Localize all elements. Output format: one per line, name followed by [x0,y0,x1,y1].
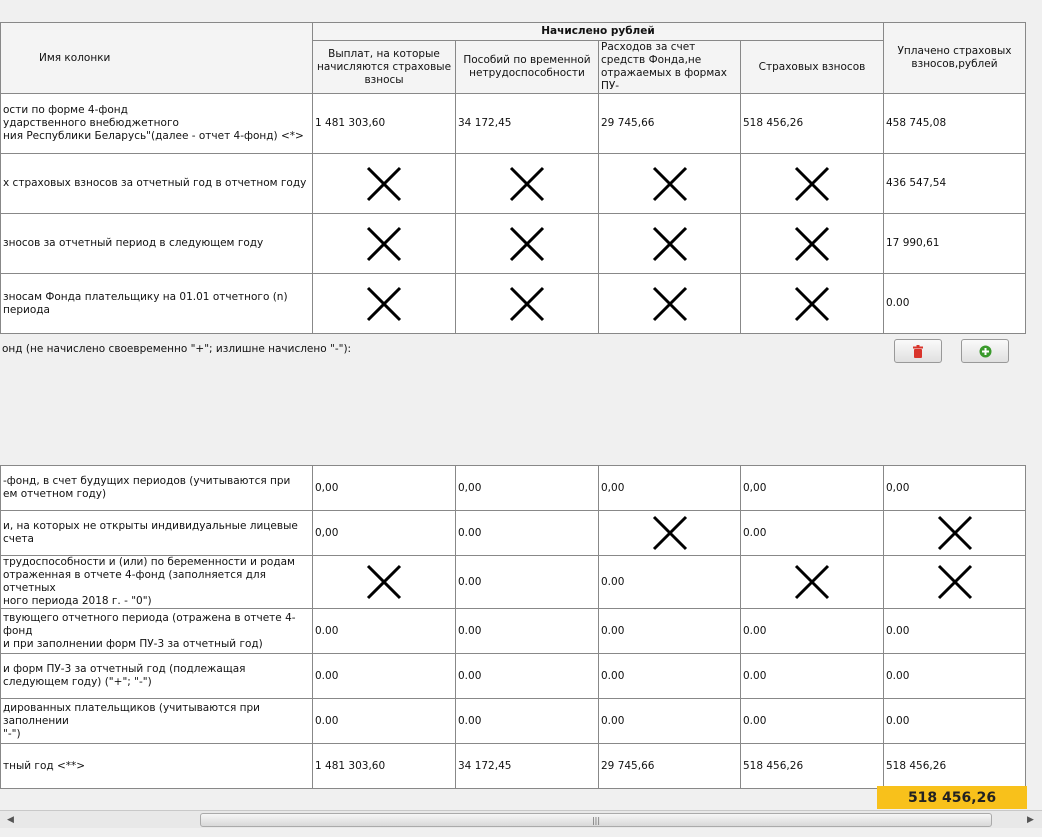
not-applicable-cell [313,154,456,214]
table-row [1,556,1026,609]
value-cell[interactable]: 0.00 [599,699,741,744]
table-row [1,654,1026,699]
row-label: зносам Фонда плательщику на 01.01 отчетного (n) периода [1,274,313,334]
table-row [1,466,1026,511]
not-applicable-cell [599,274,741,334]
value-cell[interactable]: 0,00 [313,466,456,511]
not-applicable-cell [456,214,599,274]
value-cell[interactable]: 518 456,26 [741,744,884,789]
total-contributions-value: 518 456,26 [877,786,1027,809]
value-cell[interactable]: 0.00 [456,511,599,556]
value-cell[interactable]: 0,00 [599,466,741,511]
col-header-benefits: Пособий по временной нетрудоспособности [456,41,599,94]
not-applicable-cell [456,274,599,334]
value-cell[interactable]: 0.00 [456,609,599,654]
table-row [1,274,1026,334]
value-cell[interactable]: 1 481 303,60 [313,744,456,789]
value-cell[interactable]: 0.00 [313,609,456,654]
row-label: трудоспособности и (или) по беременности и родам отраженная в отчете 4-фонд (заполняется для отчетных ного периода 2018 г. - "0") [1,556,313,609]
value-cell[interactable]: 458 745,08 [884,94,1026,154]
row-label: -фонд, в счет будущих периодов (учитываются при ем отчетном году) [1,466,313,511]
row-label: х страховых взносов за отчетный год в отчетном году [1,154,313,214]
row-label: твующего отчетного периода (отражена в отчете 4-фонд и при заполнении форм ПУ-3 за отчетный год) [1,609,313,654]
table-row [1,699,1026,744]
cross-mark-icon [509,226,545,262]
cross-mark-icon [366,286,402,322]
table-row [1,609,1026,654]
delete-row-button[interactable] [894,339,942,363]
cross-mark-icon [509,286,545,322]
col-header-contributions: Страховых взносов [741,41,884,94]
value-cell[interactable]: 0.00 [741,609,884,654]
value-cell[interactable]: 34 172,45 [456,744,599,789]
cross-mark-icon [794,564,830,600]
row-label: зносов за отчетный период в следующем году [1,214,313,274]
cross-mark-icon [937,564,973,600]
value-cell[interactable]: 0.00 [884,699,1026,744]
col-header-payments: Выплат, на которые начисляются страховые взносы [313,41,456,94]
row-label: и форм ПУ-3 за отчетный год (подлежащая следующем году) ("+"; "-") [1,654,313,699]
table-row [1,154,1026,214]
not-applicable-cell [456,154,599,214]
value-cell[interactable]: 0.00 [313,654,456,699]
value-cell[interactable]: 0.00 [456,654,599,699]
scrollbar-thumb[interactable]: ||| [200,813,992,827]
value-cell[interactable]: 34 172,45 [456,94,599,154]
adjustments-section-label: онд (не начислено своевременно "+"; излишне начислено "-"): [2,343,352,355]
not-applicable-cell [599,154,741,214]
not-applicable-cell [313,274,456,334]
scroll-right-arrow-icon[interactable]: ▶ [1027,814,1034,825]
cross-mark-icon [794,226,830,262]
cross-mark-icon [366,226,402,262]
value-cell[interactable]: 0,00 [456,466,599,511]
scroll-left-arrow-icon[interactable]: ◀ [7,814,14,825]
cross-mark-icon [652,515,688,551]
value-cell[interactable]: 29 745,66 [599,94,741,154]
cross-mark-icon [509,166,545,202]
row-label: и, на которых не открыты индивидуальные лицевые счета [1,511,313,556]
value-cell[interactable]: 0.00 [313,699,456,744]
value-cell[interactable]: 0,00 [741,466,884,511]
value-cell[interactable]: 518 456,26 [741,94,884,154]
value-cell[interactable]: 1 481 303,60 [313,94,456,154]
cross-mark-icon [794,286,830,322]
value-cell[interactable]: 0.00 [599,556,741,609]
value-cell[interactable]: 0.00 [456,699,599,744]
cross-mark-icon [652,166,688,202]
value-cell[interactable]: 0.00 [599,609,741,654]
accruals-table-top [0,22,1026,334]
not-applicable-cell [313,214,456,274]
not-applicable-cell [741,214,884,274]
value-cell[interactable]: 0.00 [884,654,1026,699]
col-header-fund-expenses: Расходов за счет средств Фонда,не отражаемых в формах ПУ- [599,41,741,94]
accruals-table-bottom [0,465,1026,789]
row-label: дированных плательщиков (учитываются при заполнении "-") [1,699,313,744]
not-applicable-cell [599,214,741,274]
value-cell[interactable]: 0,00 [313,511,456,556]
cross-mark-icon [652,226,688,262]
not-applicable-cell [884,511,1026,556]
accrued-group-header: Начислено рублей [313,23,884,41]
value-cell[interactable]: 0.00 [456,556,599,609]
add-row-button[interactable] [961,339,1009,363]
cross-mark-icon [794,166,830,202]
trash-icon [912,345,924,358]
horizontal-scrollbar[interactable] [0,810,1042,828]
value-cell[interactable]: 0.00 [599,654,741,699]
value-cell[interactable]: 0.00 [884,274,1026,334]
value-cell[interactable]: 0,00 [884,466,1026,511]
value-cell[interactable]: 0.00 [741,511,884,556]
table-row [1,214,1026,274]
value-cell[interactable]: 17 990,61 [884,214,1026,274]
cross-mark-icon [652,286,688,322]
value-cell[interactable]: 0.00 [741,654,884,699]
value-cell[interactable]: 518 456,26 [884,744,1026,789]
row-label: ости по форме 4-фонд ударственного внебюджетного ния Республики Беларусь"(далее - отчет 4-фонд) <*> [1,94,313,154]
cross-mark-icon [937,515,973,551]
value-cell[interactable]: 29 745,66 [599,744,741,789]
not-applicable-cell [599,511,741,556]
table-row [1,94,1026,154]
not-applicable-cell [741,274,884,334]
not-applicable-cell [884,556,1026,609]
value-cell[interactable]: 0.00 [884,609,1026,654]
paid-header: Уплачено страховых взносов,рублей [884,23,1026,94]
row-label: тный год <**> [1,744,313,789]
plus-circle-icon [979,345,992,358]
cross-mark-icon [366,564,402,600]
table-row [1,744,1026,789]
cross-mark-icon [366,166,402,202]
not-applicable-cell [741,154,884,214]
not-applicable-cell [741,556,884,609]
not-applicable-cell [313,556,456,609]
col-name-header: Имя колонки [1,23,313,94]
table-row [1,511,1026,556]
value-cell[interactable]: 0.00 [741,699,884,744]
value-cell[interactable]: 436 547,54 [884,154,1026,214]
